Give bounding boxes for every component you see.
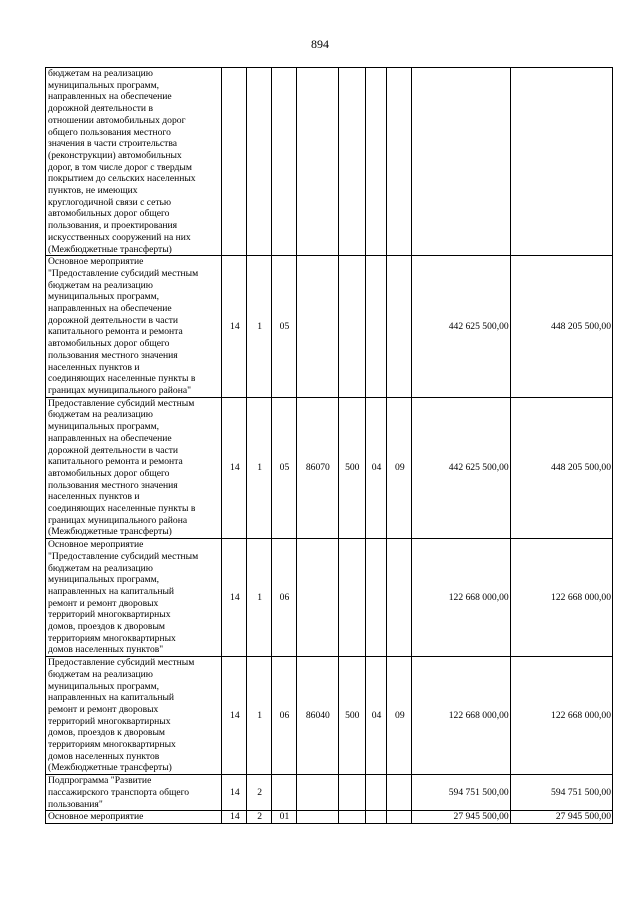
om-code: 06 [271, 657, 296, 775]
subsection-code [387, 775, 412, 811]
expense-type-code [338, 256, 365, 397]
om-code: 01 [271, 811, 296, 824]
direction-code [297, 256, 339, 397]
amount-year-2: 594 751 500,00 [510, 775, 612, 811]
gp-code [222, 68, 247, 256]
row-name: бюджетам на реализацию муниципальных программ, направленных на обеспечение дорожной деятельности в отношении автомобильных дорог общего пользования местного значения в части строительства (реконструкции) автомобильных дорог, в том числе дорог с твердым покрытием до сельских населенных пунктов, не имеющих круглогодичной связи с сетью автомобильных дорог общего пользования, и проектирования искусственных сооружений на них (Межбюджетные трансферты) [46, 68, 222, 256]
amount-year-1: 122 668 000,00 [412, 657, 510, 775]
expense-type-code [338, 775, 365, 811]
pp-code: 1 [247, 539, 271, 657]
gp-code: 14 [222, 397, 247, 538]
expense-type-code [338, 68, 365, 256]
gp-code: 14 [222, 811, 247, 824]
table-row [46, 657, 613, 775]
direction-code [297, 68, 339, 256]
amount-year-1: 442 625 500,00 [412, 256, 510, 397]
amount-year-2: 448 205 500,00 [510, 397, 612, 538]
section-code [365, 68, 386, 256]
subsection-code [387, 539, 412, 657]
subsection-code [387, 256, 412, 397]
om-code [271, 775, 296, 811]
amount-year-2: 122 668 000,00 [510, 539, 612, 657]
expense-type-code: 500 [338, 657, 365, 775]
pp-code: 2 [247, 775, 271, 811]
row-name: Предоставление субсидий местным бюджетам на реализацию муниципальных программ, направленных на обеспечение дорожной деятельности в части капитального ремонта и ремонта автомобильных дорог общего пользования местного значения населенных пунктов и соединяющих населенные пункты в границах муниципального района (Межбюджетные трансферты) [46, 397, 222, 538]
table-row [46, 397, 613, 538]
om-code: 05 [271, 256, 296, 397]
subsection-code [387, 68, 412, 256]
subsection-code: 09 [387, 657, 412, 775]
pp-code: 1 [247, 657, 271, 775]
table-row [46, 539, 613, 657]
table-row [46, 256, 613, 397]
expense-type-code: 500 [338, 397, 365, 538]
section-code [365, 256, 386, 397]
section-code: 04 [365, 657, 386, 775]
om-code [271, 68, 296, 256]
page-number: 894 [311, 37, 329, 51]
amount-year-2 [510, 68, 612, 256]
table-row [46, 775, 613, 811]
table-row [46, 811, 613, 824]
pp-code: 1 [247, 256, 271, 397]
amount-year-1: 442 625 500,00 [412, 397, 510, 538]
gp-code: 14 [222, 657, 247, 775]
section-code [365, 811, 386, 824]
subsection-code: 09 [387, 397, 412, 538]
budget-table [45, 67, 613, 824]
budget-table-body [46, 68, 613, 824]
gp-code: 14 [222, 539, 247, 657]
section-code: 04 [365, 397, 386, 538]
section-code [365, 539, 386, 657]
direction-code: 86040 [297, 657, 339, 775]
amount-year-1 [412, 68, 510, 256]
row-name: Предоставление субсидий местным бюджетам на реализацию муниципальных программ, направленных на капитальный ремонт и ремонт дворовых территорий многоквартирных домов, проездов к дворовым территориям многоквартирных домов населенных пунктов (Межбюджетные трансферты) [46, 657, 222, 775]
subsection-code [387, 811, 412, 824]
row-name: Подпрограмма "Развитие пассажирского транспорта общего пользования" [46, 775, 222, 811]
direction-code [297, 811, 339, 824]
amount-year-2: 448 205 500,00 [510, 256, 612, 397]
row-name: Основное мероприятие [46, 811, 222, 824]
pp-code [247, 68, 271, 256]
pp-code: 2 [247, 811, 271, 824]
row-name: Основное мероприятие "Предоставление субсидий местным бюджетам на реализацию муниципальных программ, направленных на обеспечение дорожной деятельности в части капитального ремонта и ремонта автомобильных дорог общего пользования местного значения населенных пунктов и соединяющих населенные пункты в границах муниципального района" [46, 256, 222, 397]
amount-year-1: 27 945 500,00 [412, 811, 510, 824]
om-code: 05 [271, 397, 296, 538]
om-code: 06 [271, 539, 296, 657]
amount-year-1: 594 751 500,00 [412, 775, 510, 811]
gp-code: 14 [222, 256, 247, 397]
section-code [365, 775, 386, 811]
row-name: Основное мероприятие "Предоставление субсидий местным бюджетам на реализацию муниципальных программ, направленных на капитальный ремонт и ремонт дворовых территорий многоквартирных домов, проездов к дворовым территориям многоквартирных домов населенных пунктов" [46, 539, 222, 657]
direction-code [297, 539, 339, 657]
expense-type-code [338, 539, 365, 657]
direction-code: 86070 [297, 397, 339, 538]
pp-code: 1 [247, 397, 271, 538]
amount-year-2: 122 668 000,00 [510, 657, 612, 775]
amount-year-1: 122 668 000,00 [412, 539, 510, 657]
expense-type-code [338, 811, 365, 824]
table-row [46, 68, 613, 256]
direction-code [297, 775, 339, 811]
amount-year-2: 27 945 500,00 [510, 811, 612, 824]
gp-code: 14 [222, 775, 247, 811]
